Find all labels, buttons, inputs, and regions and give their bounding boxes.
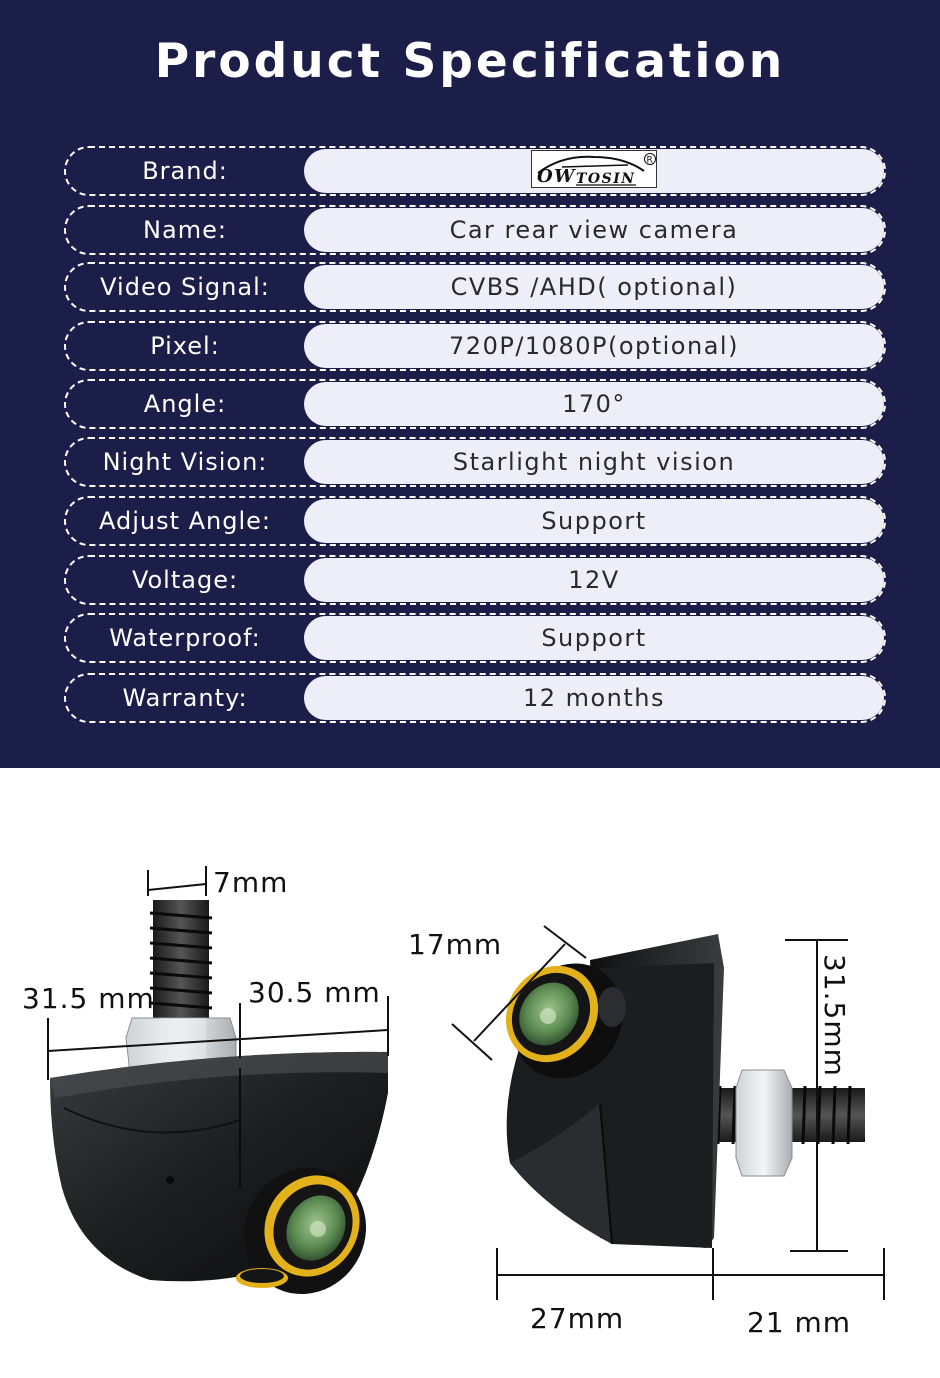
height-label: 31.5mm — [818, 954, 851, 1077]
logo-ow: OW — [537, 166, 576, 187]
spec-row-voltage — [64, 555, 886, 605]
spec-value-brand — [304, 149, 884, 193]
spec-row-warranty — [64, 673, 886, 723]
spec-row-night-vision — [64, 437, 886, 487]
spec-label: Adjust Angle: — [98, 507, 272, 535]
lens-diameter-label: 17mm — [408, 928, 503, 961]
spec-value: Support — [304, 616, 884, 660]
spec-row-video-signal — [64, 262, 886, 312]
spec-label: Angle: — [143, 390, 227, 418]
spec-row-waterproof — [64, 613, 886, 663]
screw-width-label: 7mm — [213, 866, 289, 899]
spec-row-pixel — [64, 321, 886, 371]
spec-value: Car rear view camera — [304, 208, 884, 252]
spec-value: 12 months — [304, 676, 884, 720]
base-length-label: 27mm — [530, 1302, 625, 1335]
spec-label: Video Signal: — [100, 273, 270, 301]
brand-logo — [531, 150, 657, 188]
spec-label: Waterproof: — [109, 624, 261, 652]
spec-value: Support — [304, 499, 884, 543]
camera-dimension-drawing — [0, 768, 940, 1378]
spec-value: 12V — [304, 558, 884, 602]
logo-tosin: TOSIN — [576, 171, 636, 187]
spec-value: CVBS /AHD( optional) — [304, 265, 884, 309]
spec-value: 170° — [304, 382, 884, 426]
spec-row-angle — [64, 379, 886, 429]
dimension-section — [0, 768, 940, 1378]
spec-row-adjust-angle — [64, 496, 886, 546]
left-width-label: 31.5 mm — [22, 982, 155, 1015]
spec-label: Brand: — [142, 157, 228, 185]
right-camera — [487, 934, 865, 1248]
spec-label: Name: — [143, 216, 227, 244]
spec-row-brand — [64, 146, 886, 196]
page-title: Product Specification — [154, 34, 786, 89]
spec-value: 720P/1080P(optional) — [304, 324, 884, 368]
screw-length-label: 21 mm — [747, 1306, 852, 1339]
spec-label: Night Vision: — [102, 448, 268, 476]
right-width-label: 30.5 mm — [248, 976, 381, 1009]
svg-text:R: R — [646, 155, 655, 166]
left-camera — [50, 900, 389, 1316]
spec-label: Warranty: — [122, 684, 248, 712]
spec-row-name — [64, 205, 886, 255]
spec-value: Starlight night vision — [304, 440, 884, 484]
spec-label: Pixel: — [150, 332, 220, 360]
spec-label: Voltage: — [131, 566, 239, 594]
